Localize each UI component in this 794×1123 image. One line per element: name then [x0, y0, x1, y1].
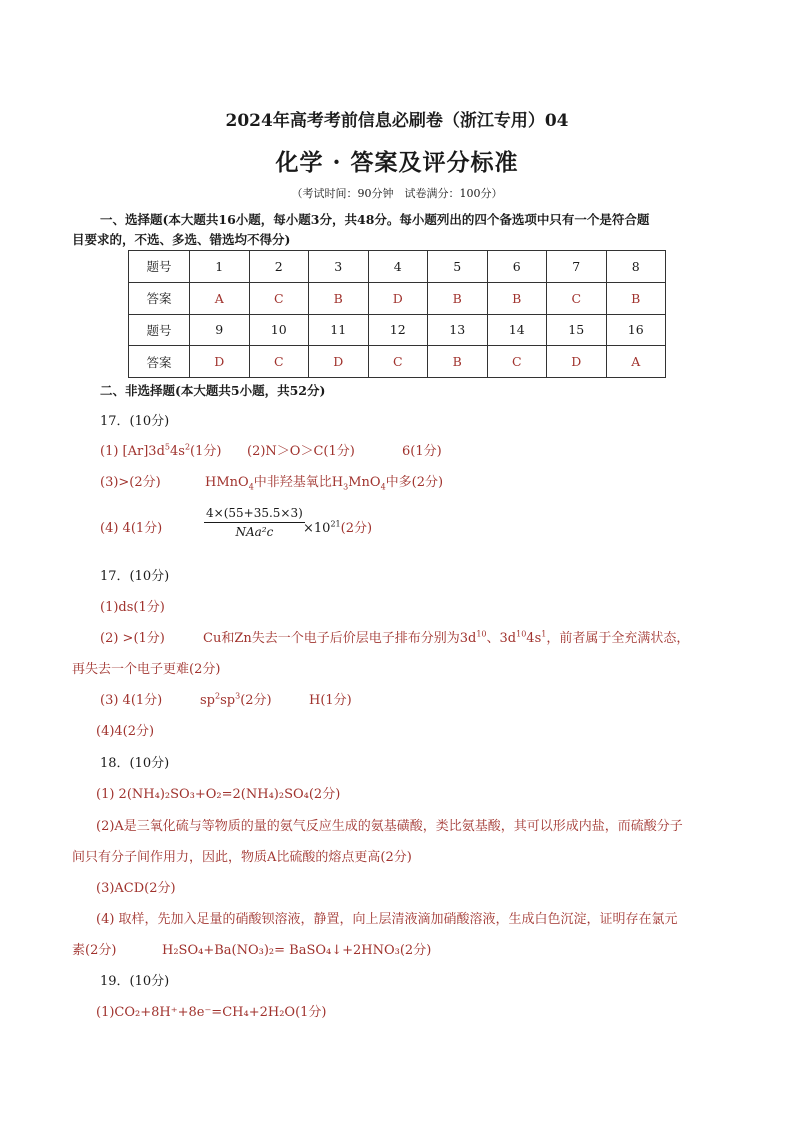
text-fragment: (2分)	[340, 521, 373, 536]
text-fragment: 中非羟基氧比H	[253, 475, 344, 490]
question-number: 5	[428, 251, 488, 283]
section2-heading: 二、非选择题(本大题共5小题，共52分)	[100, 383, 326, 398]
superscript: 1	[541, 629, 547, 639]
row-label: 题号	[129, 314, 190, 346]
text-fragment: ，前者属于全充满状态，	[546, 631, 690, 646]
text-fragment: MnO	[348, 475, 381, 490]
q17b-answer-2: (2) >(1分)	[100, 631, 165, 646]
q19-answer-1: (1)CO₂+8H⁺+8e⁻=CH₄+2H₂O(1分)	[96, 1005, 327, 1020]
table-row	[129, 314, 666, 346]
question-number: 12	[368, 314, 428, 346]
q17a-answer-2b: 6(1分)	[402, 444, 442, 459]
q17b-answer-3-hybrid	[200, 689, 272, 708]
superscript: 2	[215, 691, 221, 701]
question-number: 13	[428, 314, 488, 346]
answer-cell: B	[487, 282, 547, 314]
q17b-answer-1: (1)ds(1分)	[100, 600, 165, 615]
text-fragment: 4s	[526, 631, 542, 646]
q18-answer-2-cont: 间只有分子间作用力，因此，物质A比硫酸的熔点更高(2分)	[72, 850, 412, 865]
text-fragment: ×10	[303, 521, 331, 536]
answer-cell: B	[606, 282, 666, 314]
q18-answer-2: (2)A是三氧化硫与等物质的量的氨气反应生成的氨基磺酸，类比氨基酸，其可以形成内盐，而硫酸分子	[96, 819, 683, 834]
question-label-17a: 17．(10分)	[100, 414, 170, 429]
q17a-answer-1-config	[100, 440, 221, 459]
q17b-answer-3: (3) 4(1分)	[100, 693, 163, 708]
density-formula	[204, 506, 305, 539]
answer-cell: A	[606, 346, 666, 378]
question-number: 11	[309, 314, 369, 346]
question-number: 6	[487, 251, 547, 283]
text-fragment: sp	[220, 693, 236, 708]
table-row	[129, 251, 666, 283]
answer-cell: C	[368, 346, 428, 378]
q18-answer-4-equation: H₂SO₄+Ba(NO₃)₂= BaSO₄↓+2HNO₃(2分)	[162, 943, 432, 958]
table-row	[129, 346, 666, 378]
table-row	[129, 282, 666, 314]
superscript: 10	[476, 629, 487, 639]
question-number: 16	[606, 314, 666, 346]
text-fragment: 4s	[169, 444, 185, 459]
row-label: 题号	[129, 251, 190, 283]
answer-cell: D	[547, 346, 607, 378]
row-label: 答案	[129, 282, 190, 314]
question-label-19: 19．(10分)	[100, 974, 170, 989]
subscript: 4	[380, 482, 386, 492]
answer-cell: A	[190, 282, 250, 314]
text-fragment: 中多(2分)	[385, 475, 444, 490]
superscript: 3	[235, 691, 241, 701]
question-number: 14	[487, 314, 547, 346]
text-fragment: (2分)	[240, 693, 272, 708]
page-subtitle: 化学 · 答案及评分标准	[275, 149, 519, 176]
question-number: 10	[249, 314, 309, 346]
question-label-17b: 17．(10分)	[100, 569, 170, 584]
superscript: 2	[184, 442, 191, 452]
answer-table	[128, 250, 666, 378]
answer-cell: C	[249, 282, 309, 314]
answer-cell: D	[309, 346, 369, 378]
superscript: 21	[330, 519, 341, 529]
q18-answer-4-cont: 素(2分)	[72, 943, 117, 958]
text-fragment: sp	[200, 693, 215, 708]
q17a-answer-3: (3)>(2分)	[100, 475, 161, 490]
section1-heading-line1: 一、选择题(本大题共16小题，每小题3分，共48分。每小题列出的四个备选项中只有一个是符合题	[100, 212, 650, 227]
text-fragment: HMnO	[205, 475, 249, 490]
question-number: 1	[190, 251, 250, 283]
section1-heading-line2: 目要求的，不选、多选、错选均不得分)	[72, 232, 291, 247]
answer-cell: B	[428, 346, 488, 378]
superscript: 10	[516, 629, 527, 639]
superscript: 5	[164, 442, 170, 452]
q17b-answer-3-element: H(1分)	[309, 693, 352, 708]
formula-numerator: 4×(55+35.5×3)	[204, 506, 305, 523]
q17b-answer-2-reason	[203, 627, 689, 646]
q17b-answer-4: (4)4(2分)	[96, 724, 155, 739]
formula-suffix	[303, 517, 372, 536]
subscript: 4	[248, 482, 254, 492]
text-fragment: 、3d	[486, 631, 517, 646]
question-number: 15	[547, 314, 607, 346]
q18-answer-3: (3)ACD(2分)	[96, 881, 176, 896]
page-title: 2024年高考考前信息必刷卷（浙江专用）04	[225, 111, 569, 131]
question-number: 8	[606, 251, 666, 283]
text-fragment: (1分)	[190, 444, 222, 459]
question-number: 4	[368, 251, 428, 283]
q17b-answer-2-cont: 再失去一个电子更难(2分)	[72, 662, 221, 677]
formula-denominator: NAa²c	[235, 525, 274, 539]
text-fragment: (1) [Ar]3d	[100, 444, 165, 459]
q17a-answer-4: (4) 4(1分)	[100, 521, 163, 536]
question-label-18: 18．(10分)	[100, 756, 170, 771]
q18-answer-4: (4) 取样，先加入足量的硝酸钡溶液，静置，向上层清液滴加硝酸溶液，生成白色沉淀，证明存在氯元	[96, 912, 678, 927]
answer-cell: C	[249, 346, 309, 378]
answer-cell: C	[487, 346, 547, 378]
q18-answer-1: (1) 2(NH₄)₂SO₃+O₂=2(NH₄)₂SO₄(2分)	[96, 787, 341, 802]
subscript: 3	[343, 482, 349, 492]
question-number: 7	[547, 251, 607, 283]
text-fragment: Cu和Zn失去一个电子后价层电子排布分别为3d	[203, 631, 477, 646]
answer-cell: D	[368, 282, 428, 314]
question-number: 3	[309, 251, 369, 283]
answer-cell: D	[190, 346, 250, 378]
question-number: 2	[249, 251, 309, 283]
answer-cell: B	[428, 282, 488, 314]
answer-cell: B	[309, 282, 369, 314]
row-label: 答案	[129, 346, 190, 378]
exam-note: （考试时间：90分钟 试卷满分：100分）	[291, 187, 503, 200]
question-number: 9	[190, 314, 250, 346]
q17a-answer-3-reason	[205, 471, 443, 490]
answer-cell: C	[547, 282, 607, 314]
q17a-answer-2: (2)N＞O＞C(1分)	[247, 444, 355, 459]
